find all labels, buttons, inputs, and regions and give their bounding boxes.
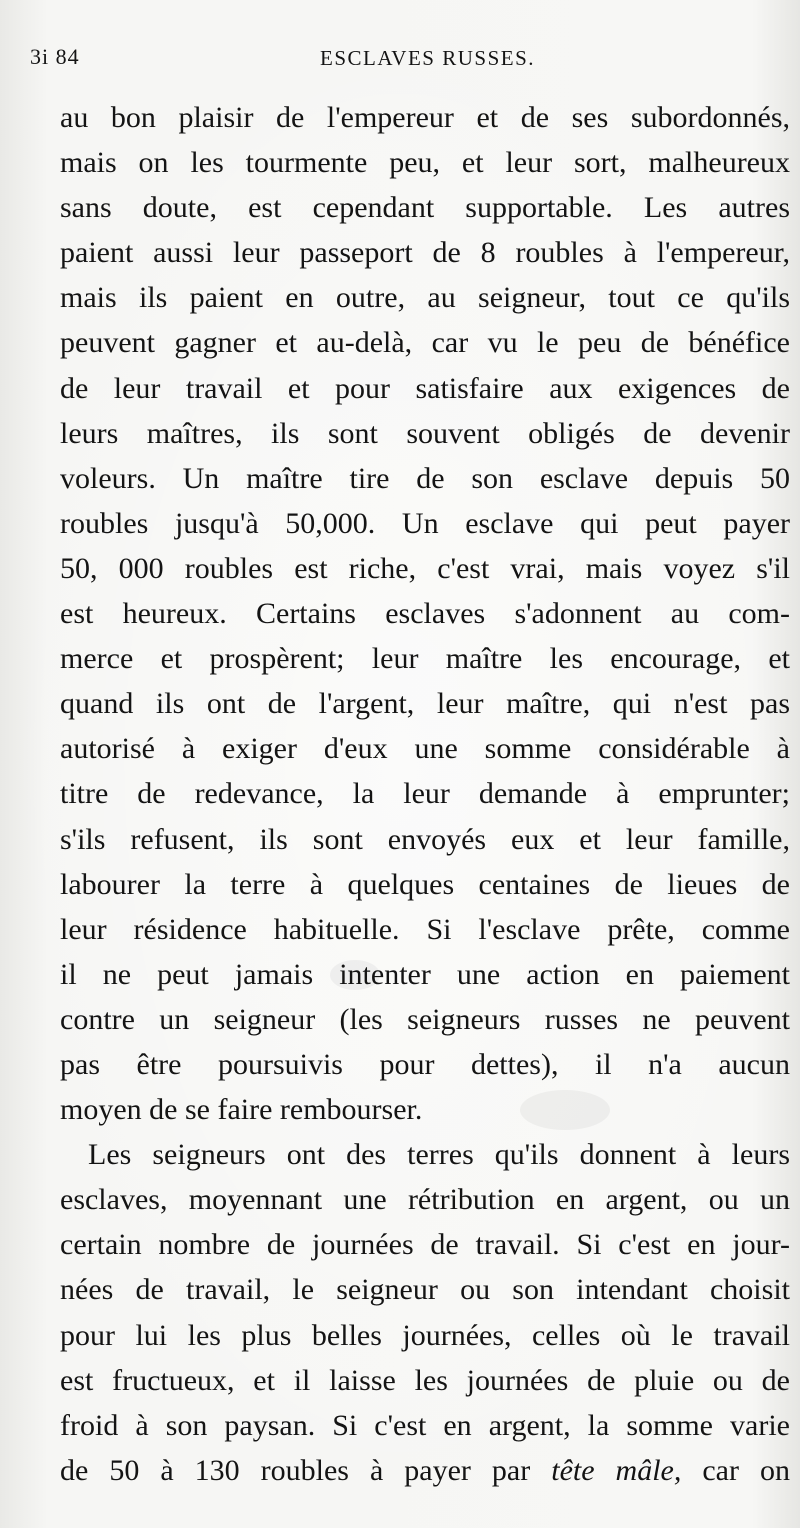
text-line: leurs maîtres, ils sont souvent obligés de devenir: [60, 416, 790, 450]
text-line: est heureux. Certains esclaves s'adonnent au com-: [60, 597, 790, 631]
page-number: 3i 84: [30, 44, 80, 69]
text-line: sans doute, est cependant supportable. Les autres: [60, 191, 790, 225]
text-line: pas être poursuivis pour dettes), il n'a aucun: [60, 1047, 790, 1081]
text-line: au bon plaisir de l'empereur et de ses subordonnés,: [60, 101, 790, 134]
body-text: [60, 95, 790, 1493]
text-line: titre de redevance, la leur demande à emprunter;: [60, 777, 790, 811]
text-line: merce et prospèrent; leur maître les encourage, et: [60, 642, 790, 676]
text-line: leur résidence habituelle. Si l'esclave prête, comme: [60, 912, 790, 946]
text-line: 50, 000 roubles est riche, c'est vrai, mais voyez s'il: [60, 551, 790, 585]
page-header: [30, 44, 770, 78]
text-line: est fructueux, et il laisse les journées de pluie ou de: [60, 1363, 790, 1397]
paragraph-start-line: Les seigneurs ont des terres qu'ils donnent à leurs: [88, 1138, 790, 1172]
text-line: moyen de se faire rembourser.: [60, 1093, 423, 1127]
final-line-start: de 50 à 130 roubles à payer par: [60, 1453, 552, 1487]
text-line: froid à son paysan. Si c'est en argent, la somme varie: [60, 1408, 790, 1442]
final-line-end: car on: [681, 1453, 790, 1487]
text-line: peuvent gagner et au-delà, car vu le peu de bénéfice: [60, 326, 790, 360]
text-line: labourer la terre à quelques centaines de lieues de: [60, 867, 790, 901]
text-line: nées de travail, le seigneur ou son intendant choisit: [60, 1273, 790, 1307]
text-line: s'ils refusent, ils sont envoyés eux et leur famille,: [60, 822, 790, 856]
final-text-line: [60, 1448, 790, 1493]
text-line: mais ils paient en outre, au seigneur, tout ce qu'ils: [60, 281, 790, 315]
text-line: de leur travail et pour satisfaire aux exigences de: [60, 371, 790, 405]
text-line: paient aussi leur passeport de 8 roubles à l'empereur,: [60, 236, 790, 270]
text-line: il ne peut jamais intenter une action en paiement: [60, 957, 790, 991]
running-title: ESCLAVES RUSSES.: [320, 46, 536, 70]
italic-phrase: tête mâle,: [551, 1453, 682, 1487]
text-line: esclaves, moyennant une rétribution en argent, ou un: [60, 1183, 790, 1217]
text-line: voleurs. Un maître tire de son esclave depuis 50: [60, 461, 790, 495]
text-line: roubles jusqu'à 50,000. Un esclave qui peut payer: [60, 506, 790, 540]
text-line: mais on les tourmente peu, et leur sort, malheureux: [60, 146, 790, 180]
text-line: contre un seigneur (les seigneurs russes ne peuvent: [60, 1002, 790, 1036]
text-line: quand ils ont de l'argent, leur maître, qui n'est pas: [60, 687, 790, 721]
text-line: pour lui les plus belles journées, celles où le travail: [60, 1318, 790, 1352]
text-line: autorisé à exiger d'eux une somme considérable à: [60, 732, 790, 766]
text-line: certain nombre de journées de travail. Si c'est en jour-: [60, 1228, 790, 1262]
